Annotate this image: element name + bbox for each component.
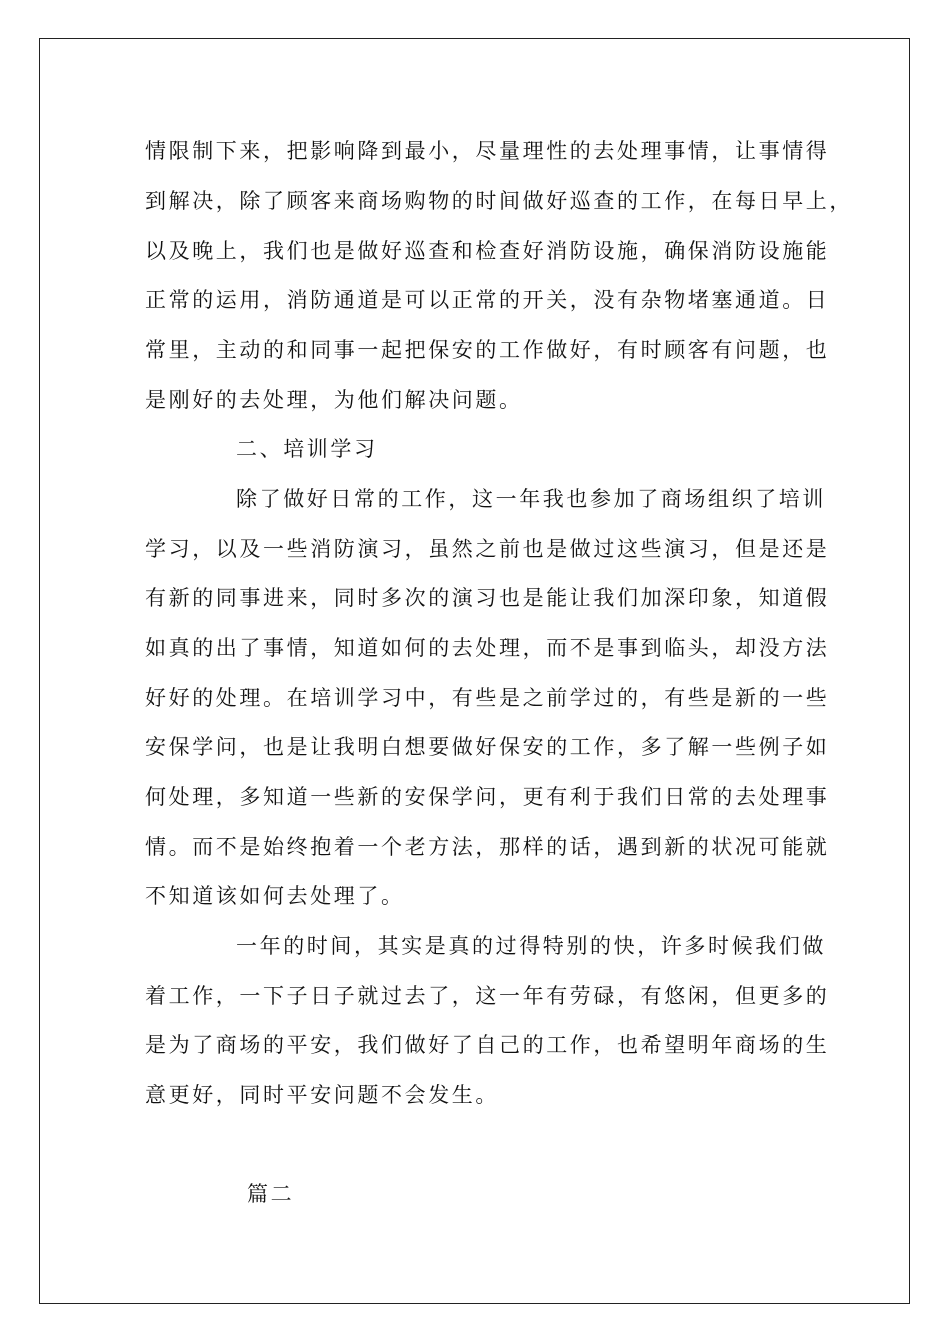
- section-heading: 二、培训学习: [236, 437, 378, 461]
- body-line: 学习，以及一些消防演习，虽然之前也是做过这些演习，但是还是: [145, 537, 830, 561]
- body-line: 安保学问，也是让我明白想要做好保安的工作，多了解一些例子如: [145, 735, 830, 759]
- body-line: 如真的出了事情，知道如何的去处理，而不是事到临头，却没方法: [145, 636, 830, 660]
- body-line: 以及晚上，我们也是做好巡查和检查好消防设施，确保消防设施能: [145, 239, 830, 263]
- paragraph-first-line: 除了做好日常的工作，这一年我也参加了商场组织了培训: [236, 487, 826, 511]
- page-border: [39, 38, 910, 1304]
- body-line: 到解决，除了顾客来商场购物的时间做好巡查的工作，在每日早上，: [145, 189, 853, 213]
- body-line: 常里，主动的和同事一起把保安的工作做好，有时顾客有问题，也: [145, 338, 830, 362]
- paragraph-first-line: 一年的时间，其实是真的过得特别的快，许多时候我们做: [236, 934, 826, 958]
- body-line: 正常的运用，消防通道是可以正常的开关，没有杂物堵塞通道。日: [145, 288, 830, 312]
- body-line: 情限制下来，把影响降到最小，尽量理性的去处理事情，让事情得: [145, 139, 830, 163]
- section-title: 篇二: [247, 1182, 295, 1206]
- body-line: 着工作，一下子日子就过去了，这一年有劳碌，有悠闲，但更多的: [145, 984, 830, 1008]
- body-line: 意更好，同时平安问题不会发生。: [145, 1083, 499, 1107]
- body-line: 是为了商场的平安，我们做好了自己的工作，也希望明年商场的生: [145, 1033, 830, 1057]
- body-line: 有新的同事进来，同时多次的演习也是能让我们加深印象，知道假: [145, 586, 830, 610]
- body-line: 是刚好的去处理，为他们解决问题。: [145, 388, 523, 412]
- body-line: 情。而不是始终抱着一个老方法，那样的话，遇到新的状况可能就: [145, 835, 830, 859]
- body-line: 好好的处理。在培训学习中，有些是之前学过的，有些是新的一些: [145, 686, 830, 710]
- body-line: 不知道该如何去处理了。: [145, 884, 405, 908]
- body-line: 何处理，多知道一些新的安保学问，更有利于我们日常的去处理事: [145, 785, 830, 809]
